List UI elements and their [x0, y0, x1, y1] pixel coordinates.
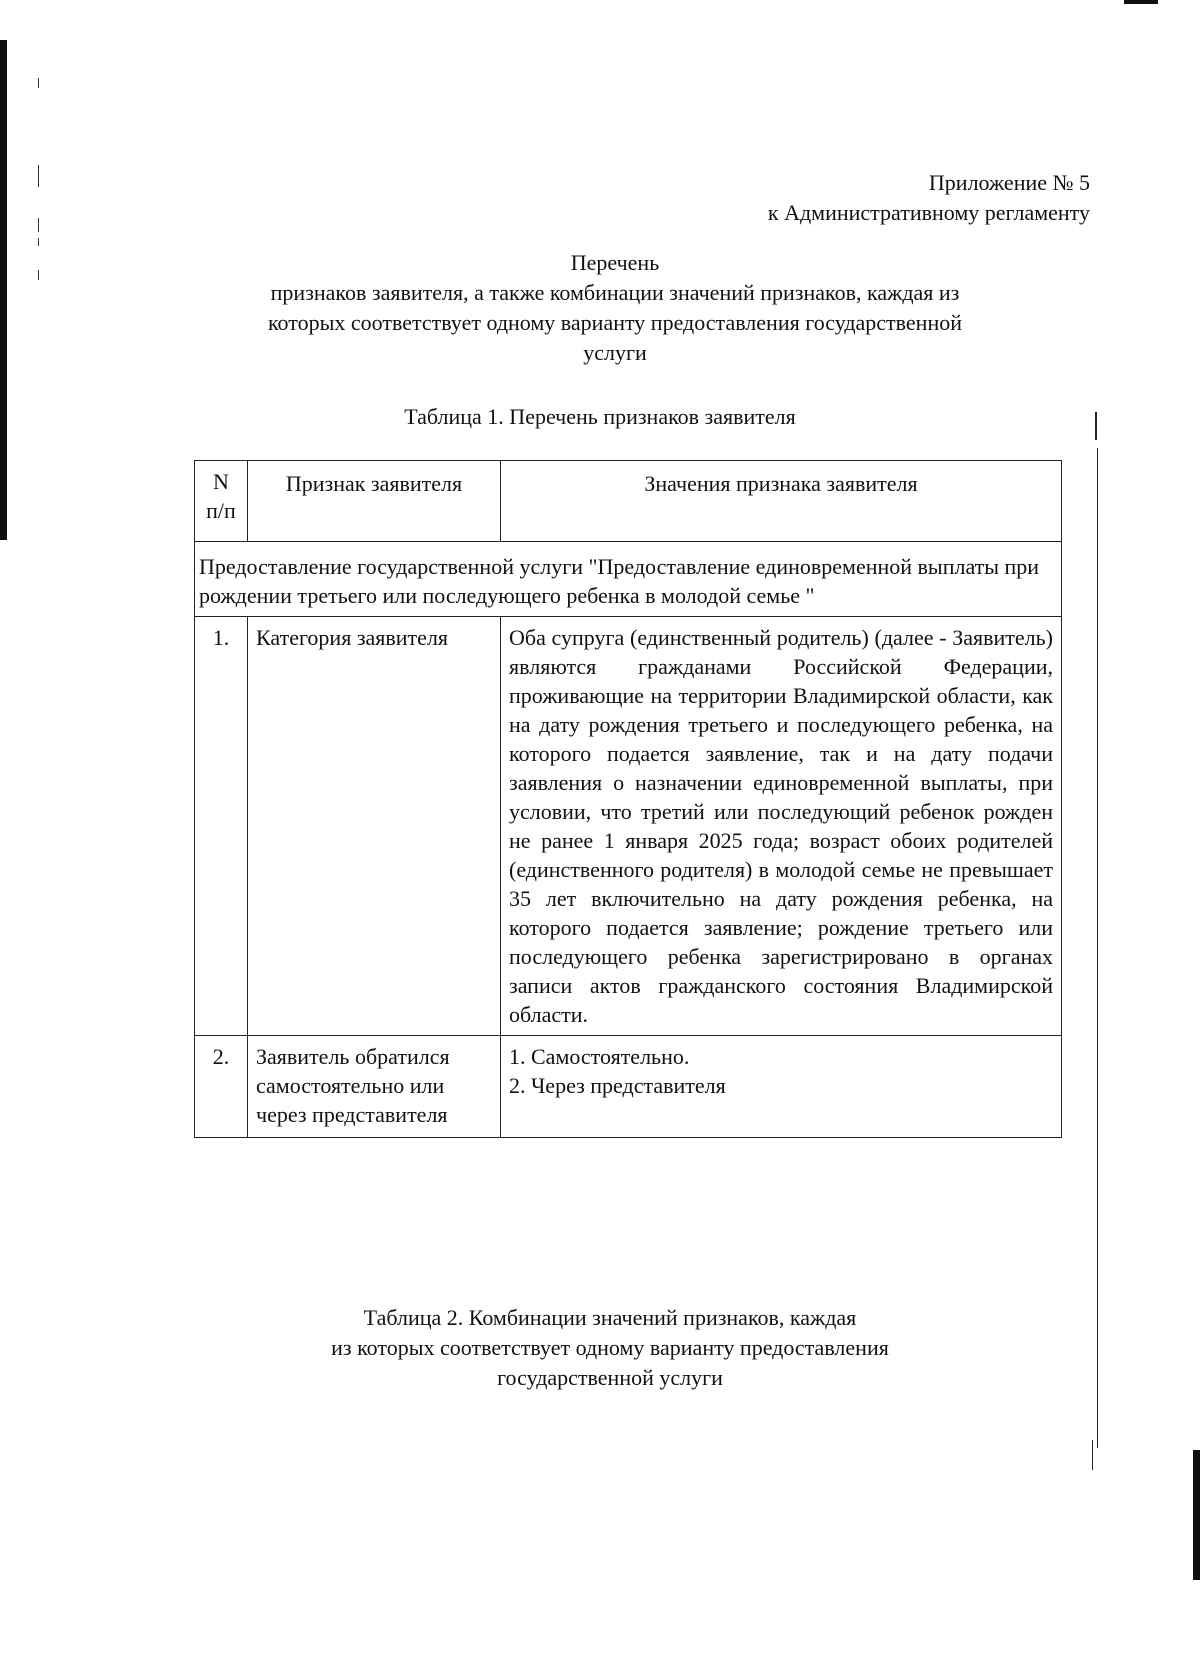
header-num-line: п/п	[206, 498, 236, 523]
heading-title: Перечень	[570, 250, 660, 275]
table1-caption: Таблица 1. Перечень признаков заявителя	[404, 404, 796, 429]
attributes-table	[194, 460, 1062, 1138]
scan-tick	[38, 270, 39, 280]
section-title: Предоставление государственной услуги "Предоставление единовременной выплаты при рождении третьего или последующего ребенка в молодой семье "	[195, 542, 1062, 617]
table2-caption-line: государственной услуги	[497, 1365, 723, 1390]
scan-tick	[38, 78, 39, 88]
header-attribute: Признак заявителя	[248, 461, 501, 542]
heading-subtitle-line: которых соответствует одному варианту предоставления государственной	[267, 310, 963, 335]
scan-mark-top	[1124, 0, 1158, 4]
row-value: Оба супруга (единственный родитель) (далее - Заявитель) являются гражданами Российской Федерации, проживающие на территории Владимирской области, как на дату рождения третьего и последующего ребенка, на которого подается заявление, так и на дату подачи заявления о назначении единовременной выплаты, при условии, что третий или последующий ребенок рожден не ранее 1 января 2025 года; возраст обоих родителей (единственного родителя) в молодой семье не превышает 35 лет включительно на дату рождения ребенка, на которого подается заявление; рождение третьего или последующего ребенка зарегистрировано в органах записи актов гражданского состояния Владимирской области.	[501, 617, 1062, 1036]
scan-edge-line	[1097, 448, 1098, 1448]
header-values: Значения признака заявителя	[501, 461, 1062, 542]
scan-tick	[38, 165, 39, 187]
scan-tick	[38, 218, 39, 232]
table-section-row	[195, 542, 1062, 617]
row-number: 2.	[195, 1036, 248, 1138]
table2-caption-line: Таблица 2. Комбинации значений признаков, каждая	[363, 1305, 857, 1330]
scan-tick	[38, 238, 39, 246]
scan-edge-line	[1092, 1440, 1093, 1470]
appendix-number: Приложение № 5	[928, 170, 1090, 195]
appendix-reference: к Административному регламенту	[767, 200, 1090, 225]
row-attribute: Заявитель обратился самостоятельно или через представителя	[248, 1036, 501, 1138]
table2-caption	[230, 1303, 990, 1393]
scan-edge-right	[1193, 1450, 1200, 1580]
row-attribute: Категория заявителя	[248, 617, 501, 1036]
scan-edge-left	[0, 40, 7, 540]
heading-subtitle-line: услуги	[583, 340, 647, 365]
row-value-line: 1. Самостоятельно.	[509, 1044, 690, 1069]
row-value-line: 2. Через представителя	[509, 1073, 726, 1098]
row-value	[501, 1036, 1062, 1138]
header-num	[195, 461, 248, 542]
heading-subtitle-line: признаков заявителя, а также комбинации значений признаков, каждая из	[270, 280, 960, 305]
table-row	[195, 1036, 1062, 1138]
row-number: 1.	[195, 617, 248, 1036]
table-header-row	[195, 461, 1062, 542]
appendix-block	[768, 168, 1090, 228]
table-row	[195, 617, 1062, 1036]
document-heading	[150, 248, 1080, 368]
table2-caption-line: из которых соответствует одному варианту предоставления	[331, 1335, 889, 1360]
header-num-line: N	[213, 469, 229, 494]
